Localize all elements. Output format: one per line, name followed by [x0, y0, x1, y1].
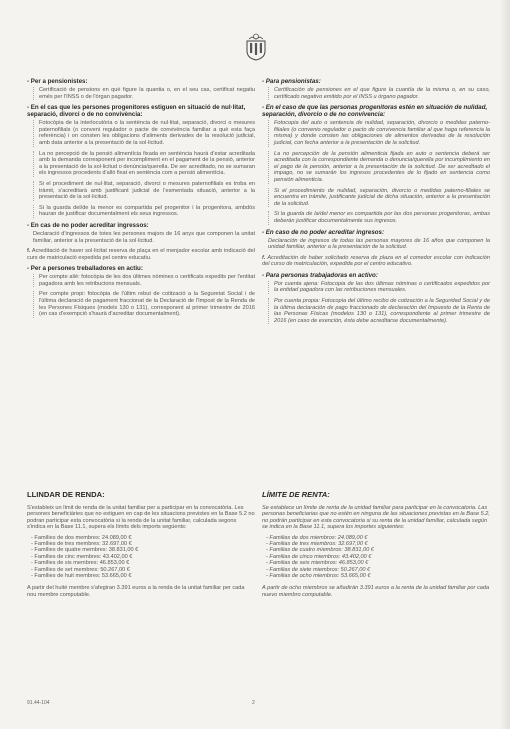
limit-list-item-es: - Familias de tres miembros: 32.697,00 €: [266, 541, 368, 548]
pensionistes-item: Certificació de pensions en què figure la quantia o, en el seu cas, certificat negatiu emés per l'INSS o de l'òrgan pagador.: [39, 87, 255, 100]
nulidad-item: La no percepción de la pensión alimenticia fijada en auto o sentencia deberá ser acreditada con la correspondiente demanda o denuncia/querella por incumplimiento en el pago de la pensión, anterior a la presentación de la solicitud. De ser acreditado el impago, no se sumarán los ingresos procedentes de lo fijado en sentencia como pensión alimenticia.: [274, 150, 490, 183]
limit-list-item: - Famílies de sis membres: 46.853,00 €: [31, 560, 130, 567]
pensionistas-heading: - Para pensionistas:: [262, 78, 321, 85]
nulidad-box-4: [268, 211, 490, 224]
nulitat-box-1: [33, 120, 255, 146]
limit-list-item-es: - Familias de cuatro miembros: 38.831,00 €: [266, 547, 374, 554]
pensionistas-box: [268, 87, 490, 100]
trabajadoras-box-1: [268, 281, 490, 294]
nulidad-box-3: [268, 188, 490, 208]
city-coat-of-arms-icon: [244, 33, 268, 61]
section-f-text: Acreditació de haver sol·licitat reserva de plaça en el menjador escolar amb indicació del curs de matriculació expedida pel centre educatiu.: [27, 248, 255, 261]
trabajadoras-heading: - Para personas trabajadoras en activo:: [262, 271, 378, 279]
no-acreditar-es-heading: - En caso de no poder acreditar ingresos:: [262, 228, 385, 236]
treballadores-heading: - Per a persones treballadores en actiu:: [27, 265, 143, 273]
limit-list-item-es: - Familias de siete miembros: 50.267,00 €: [266, 566, 371, 573]
section-f-es: [262, 255, 490, 268]
trabajadoras-item: Por cuenta propia: Fotocopia del último recibo de cotización a la Seguridad Social y de la última declaración de pago fraccionado de declaración del Impuesto de la Renta de las Personas Físicas (modelos 130 o 131), correspondiente al primer trimestre de 2016 (en caso de exención, ésta debe acreditarse documentalmente).: [274, 298, 490, 324]
limit-list-item: - Famílies de tres membres: 32.697,00 €: [31, 541, 132, 548]
nulitat-item: Si la guarda del/de la menor es compartida pel progenitor i la progenitora, ambdós hauran de justificar documentalment els seus ingressos.: [39, 204, 255, 218]
pensionistes-heading: - Per a pensionistes:: [27, 78, 88, 85]
limit-body-spanish: [262, 505, 490, 598]
treballadores-item: Per compte propi: fotocòpia de l'últim rebut de cotització a la Seguretat Social i de l'última declaració de pagament fraccionat de la Declaració de l'Impost de la Renda de les Persones Físiques (models 130 o 131), corresponent al primer trimestre de 2016 (en cas d'exempció s'haurà d'acreditar documentalment).: [39, 291, 255, 318]
limit-title-spanish: LÍMITE DE RENTA:: [262, 490, 330, 499]
limit-list-es: [266, 535, 490, 580]
nulidad-item: Si la guarda de la/del menor es compartida por las dos personas progenitoras, ambas deberán justificar documentalmente sus ingresos.: [274, 211, 490, 224]
nulidad-box-1: [268, 120, 490, 146]
limit-list-item-es: - Familias de dos miembros: 24.089,00 €: [266, 534, 368, 541]
pensionistes-box: [33, 87, 255, 100]
limit-list-item: - Famílies de set membres: 50.267,00 €: [31, 566, 130, 573]
limit-list-item: - Famílies de huit membres: 53.665,00 €: [31, 573, 132, 580]
nulidad-heading: - En el caso de que las personas progenitoras estén en situación de nulidad, separación, divorcio o de no convivencia:: [262, 104, 488, 119]
limit-body-valencian: [27, 505, 255, 598]
page-edge-shadow: [500, 0, 510, 729]
form-code: 91.44-104: [27, 700, 50, 706]
limit-list-item-es: - Familias de ocho miembros: 53.665,00 €: [266, 573, 371, 580]
nulitat-box-4: [33, 205, 255, 218]
nulitat-box-3: [33, 181, 255, 201]
no-acreditar-heading: - En cas de no poder acreditar ingressos:: [27, 221, 149, 229]
page-number: 2: [252, 700, 255, 706]
section-f-es-text: Acreditación de haber solicitado reserva de plaza en el comedor escolar con indicación del curso de matriculación, expedida por el centro educativo.: [262, 254, 490, 268]
limit-list-item: - Famílies de dos membres: 24.089,00 €: [31, 534, 132, 541]
section-f-es-label: f.: [262, 254, 266, 261]
trabajadoras-item: Por cuenta ajena: Fotocopia de las dos últimas nóminas o certificados expedidos por la entidad pagadora con las retribuciones mensuales.: [274, 280, 490, 294]
limit-list-item-es: - Familias de seis miembros: 46.853,00 €: [266, 560, 369, 567]
nulitat-box-2: [33, 151, 255, 177]
nulidad-box-2: [268, 151, 490, 184]
nulitat-item: La no percepció de la pensió alimentícia fixada en sentència haurà d'estar acreditada amb la demanda corresponent per incompliment en el pagament de la pensió, anterior a la presentació de la sol·licitud o denúncia/querella. De ser acreditado, no se sumaran els ingressos procedents d'allò fixat en sentència com a pensió alimentícia.: [39, 150, 255, 177]
limit-outro-es: A partir de ocho miembros se añadirán 3.391 euros a la renta de la unidad familiar por cada nuevo miembro computable.: [262, 585, 490, 598]
limit-list: [31, 535, 255, 580]
left-column-valencian: [27, 78, 255, 322]
nulitat-item: Si el procediment de nul·litat, separació, divorci o mesures paternofilials es troba en tràmit, s'acreditarà amb justificant judicial de l'esmentada situació, anterior a la presentació de la sol·licitud.: [39, 180, 255, 201]
no-acreditar-es-item: Declaración de ingresos de todas las personas mayores de 16 años que componen la unidad familiar, anterior a la presentación de la solicitud.: [268, 237, 490, 251]
trabajadoras-box-2: [268, 298, 490, 324]
limit-title-valencian: LLINDAR DE RENDA:: [27, 490, 105, 499]
pensionistas-item: Certificación de pensiones en el que figure la cuantía de la misma o, en su caso, certificado negativo emitido por el INSS u órgano pagador.: [274, 87, 490, 100]
no-acreditar-item: Declaració d'ingressos de totes les persones majors de 16 anys que componen la unitat familiar, anterior a la presentació de la sol·licitud.: [33, 230, 255, 244]
section-f: [27, 248, 255, 261]
limit-intro: S'estableix un límit de renda de la unitat familiar per a participar en la convocatòria. Les persones beneficiàries que no estiguen en cap de les situacions previstes en la Base 5.2 no podran participar esta convocatòria si la renda de la unitat familiar, calculada segons s'indica en la Base 11.1, supera els límits dels imports següents:: [27, 505, 255, 531]
nulitat-heading: - En el cas que les persones progenitores estiguen en situació de nul·litat, separació, divorci o de no convivència:: [27, 104, 246, 119]
limit-list-item-es: - Familias de cinco miembros: 43.402,00 €: [266, 553, 372, 560]
nulidad-item: Fotocopia del auto o sentencia de nulidad, separación, divorcio o medidas paterno-filiales (o convenio regulador o pacto de convivencia familiar al que haga referencia la misma) y donde consten las obligaciones de alimentos derivadas de la resolución judicial, con fecha anterior a la presentación de la solicitud.: [274, 120, 490, 146]
nulitat-item: Fotocòpia de la interlocutòria o la sentència de nul·litat, separació, divorci o mesures paternofilials (o conveni regulador o pacte de convivència familiar a què esta faça referència) i on consten les obligacions d'aliments derivades de la resolució judicial, amb data anterior a la presentació de la sol·licitud.: [39, 120, 255, 146]
section-f-label: f.: [27, 248, 31, 255]
limit-intro-es: Se establece un límite de renta de la unidad familiar para participar en la convocatoria. Las personas beneficiarias que no estén en ninguna de las situaciones previstas en la Base 5.2, no podrán participar en esta convocatoria si su renta de la unidad familiar, calculada según se indica en la Base 11.1, supera los importes siguientes:: [262, 505, 490, 531]
right-column-spanish: [262, 78, 490, 328]
treballadores-item: Per compte aliè: fotocòpia de les dos últimes nòmines o certificats expedits per l'entitat pagadora amb les retribucions mensuals.: [39, 274, 255, 287]
treballadores-box-2: [33, 291, 255, 317]
limit-list-item: - Famílies de quatre membres: 38.831,00 €: [31, 547, 139, 554]
limit-outro: A partir del huité membre s'afegiran 3.391 euros a la renda de la unitat familiar per cada nou membre computable.: [27, 585, 245, 598]
nulidad-item: Si el procedimiento de nulidad, separación, divorcio o medidas paterno-filiales se encuentra en trámite, justificante judicial de dicha situación, anterior a la presentación de la solicitud.: [274, 187, 490, 207]
treballadores-box-1: [33, 274, 255, 287]
limit-list-item: - Famílies de cinc membres: 43.402,00 €: [31, 553, 133, 560]
